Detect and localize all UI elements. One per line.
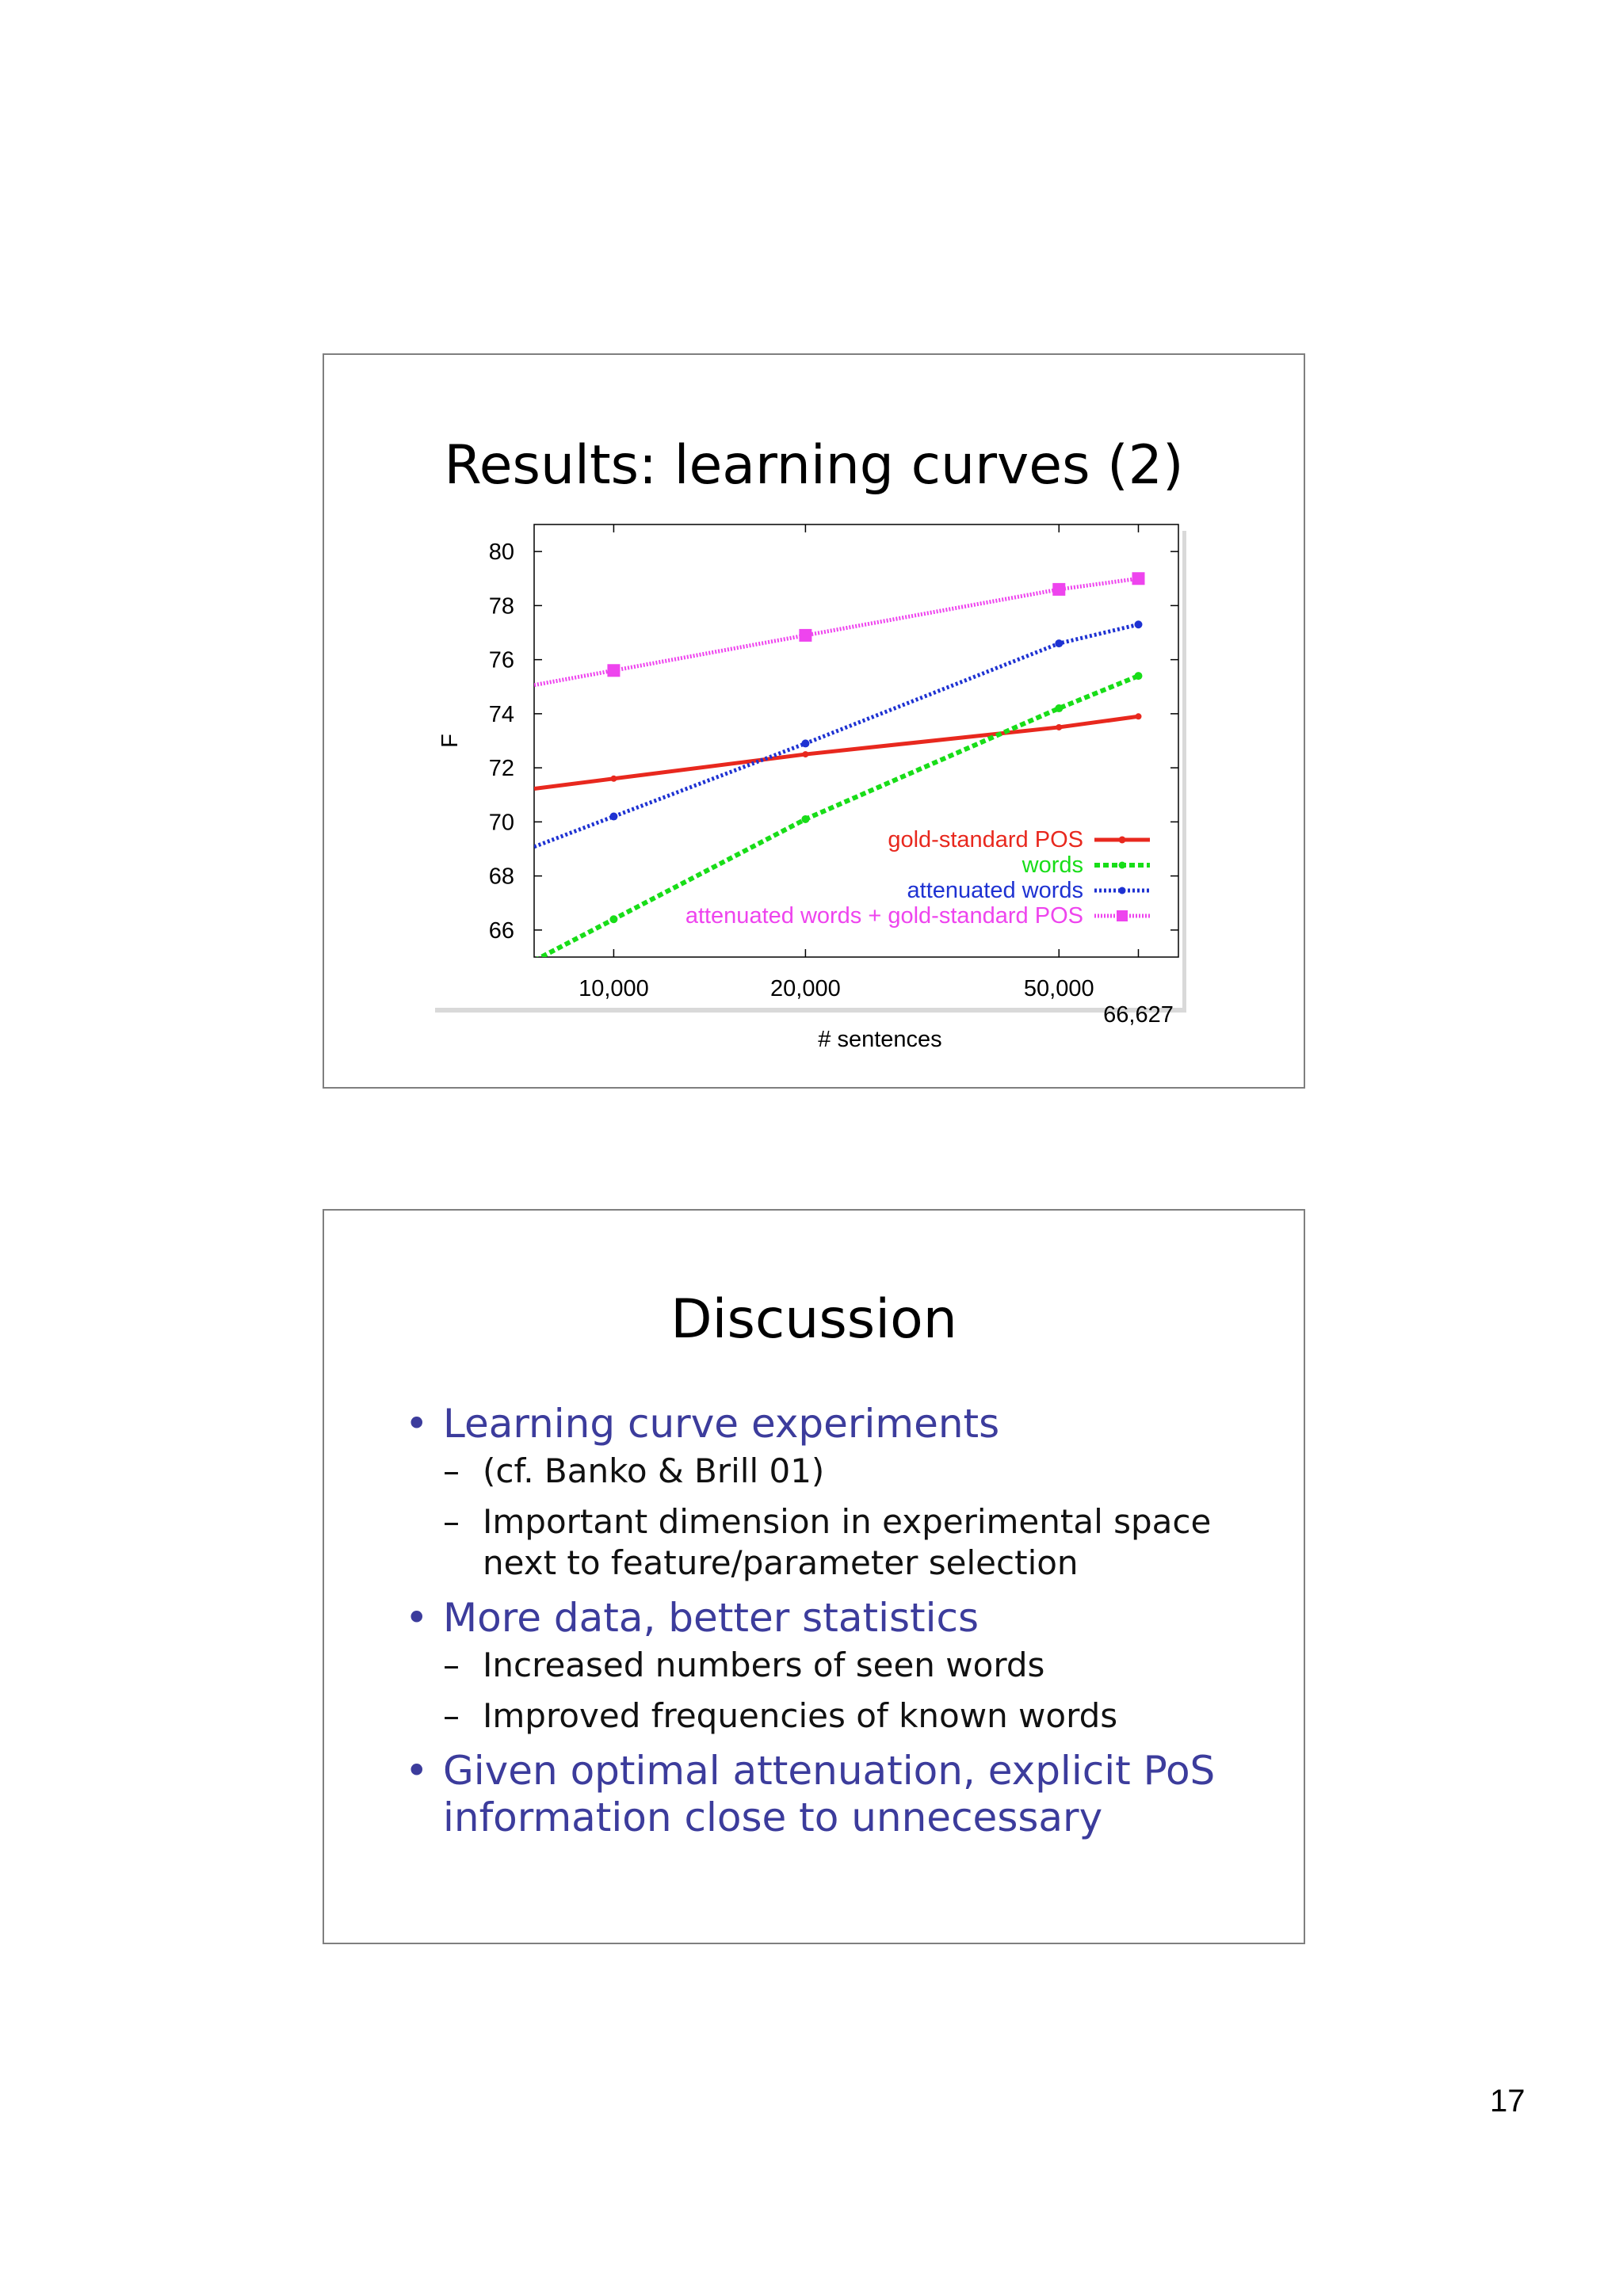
legend-label: attenuated words + gold-standard POS [685, 903, 1083, 929]
sub-bullet-item [443, 1451, 1256, 1492]
data-point [801, 739, 809, 747]
data-point [1056, 724, 1062, 730]
y-tick-label: 66 [488, 917, 514, 944]
y-axis-label: F [437, 734, 463, 748]
legend-marker [1119, 887, 1126, 894]
data-point [801, 815, 809, 823]
bullet-symbol: • [405, 1595, 429, 1641]
sub-bullet-text: (cf. Banko & Brill 01) [483, 1451, 825, 1490]
bullet-list [403, 1401, 1256, 1841]
data-point [1134, 620, 1142, 628]
data-point [609, 915, 617, 923]
bullet-symbol: • [405, 1401, 429, 1447]
legend-marker [1119, 837, 1126, 844]
slide-discussion [323, 1209, 1305, 1944]
data-point [610, 776, 617, 782]
y-tick-label: 68 [488, 864, 514, 890]
dash-symbol: – [443, 1502, 460, 1541]
bullet-item [403, 1595, 1256, 1737]
legend-marker [1117, 910, 1128, 921]
bullet-symbol: • [405, 1748, 429, 1794]
bullet-text: Learning curve experiments [443, 1401, 1000, 1447]
x-tick-label: 20,000 [770, 976, 841, 1001]
sub-bullet-text: Important dimension in experimental space next to feature/parameter selection [483, 1502, 1212, 1582]
x-tick-label: 66,627 [1103, 1002, 1174, 1028]
sub-bullet-item [443, 1695, 1256, 1737]
sub-bullet-item [443, 1645, 1256, 1686]
data-point [609, 813, 617, 821]
dash-symbol: – [443, 1451, 460, 1490]
data-point [1134, 672, 1142, 680]
learning-curve-chart [324, 355, 1304, 1087]
sub-bullet-list [443, 1451, 1256, 1584]
legend-label: attenuated words [907, 878, 1083, 903]
dash-symbol: – [443, 1696, 460, 1735]
slide-title: Results: learning curves (2) [444, 434, 1184, 497]
y-tick-label: 70 [488, 810, 514, 836]
data-point [1132, 572, 1144, 585]
legend-label: words [1022, 852, 1083, 878]
dash-symbol: – [443, 1646, 460, 1684]
bullet-text: Given optimal attenuation, explicit PoS information close to unnecessary [443, 1748, 1216, 1840]
x-axis-label: # sentences [818, 1027, 942, 1052]
bullet-item [403, 1748, 1256, 1841]
y-tick-label: 76 [488, 647, 514, 673]
bullet-item [403, 1401, 1256, 1584]
y-tick-label: 72 [488, 756, 514, 782]
x-tick-label: 50,000 [1023, 976, 1094, 1001]
sub-bullet-item [443, 1501, 1256, 1584]
sub-bullet-text: Improved frequencies of known words [483, 1696, 1118, 1735]
y-tick-label: 80 [488, 540, 514, 566]
legend-marker [1119, 862, 1126, 869]
data-point [607, 664, 620, 677]
data-point [1052, 583, 1065, 596]
x-tick-label: 10,000 [579, 976, 649, 1001]
legend-label: gold-standard POS [888, 827, 1083, 852]
data-point [799, 629, 812, 642]
slide-title: Discussion [670, 1288, 957, 1351]
sub-bullet-text: Increased numbers of seen words [483, 1646, 1045, 1684]
data-point [1055, 639, 1063, 647]
data-point [802, 751, 808, 757]
slide-results-learning-curves [323, 353, 1305, 1089]
data-point [1055, 704, 1063, 712]
y-tick-label: 78 [488, 593, 514, 620]
sub-bullet-list [443, 1645, 1256, 1737]
data-point [1135, 713, 1141, 719]
y-tick-label: 74 [488, 701, 514, 727]
bullet-text: More data, better statistics [443, 1595, 980, 1641]
page-number: 17 [1490, 2084, 1526, 2119]
